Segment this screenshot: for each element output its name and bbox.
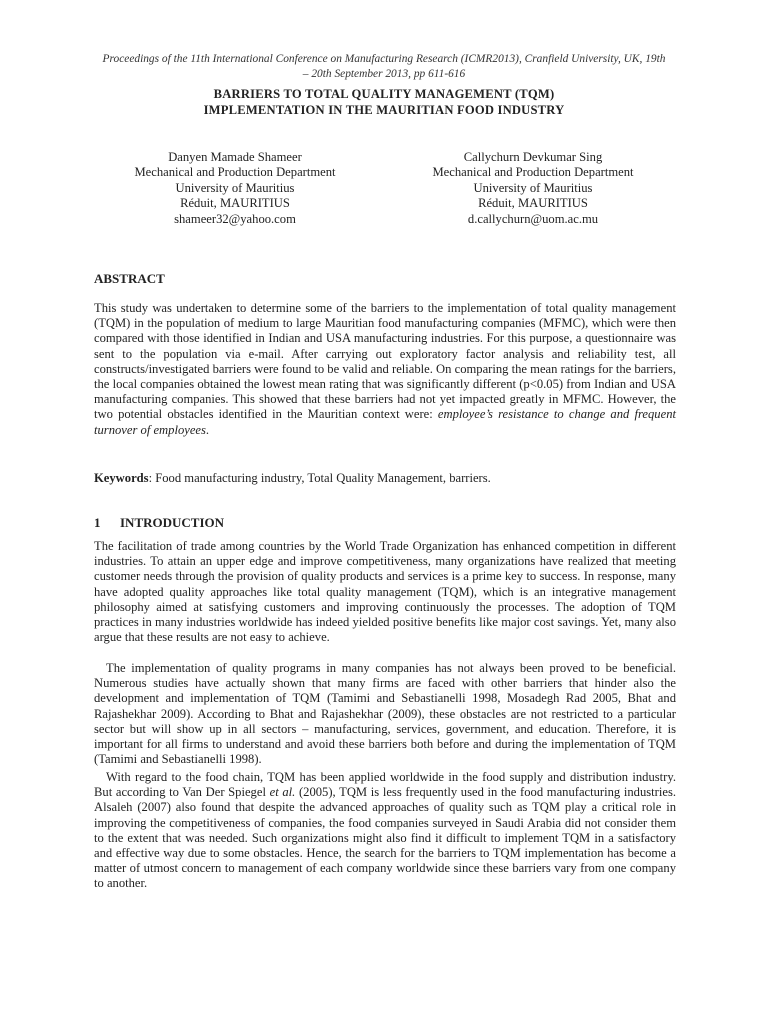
abstract-text: This study was undertaken to determine some of the barriers to the implementation of total quality management (TQM) in the population of medium to large Mauritian food manufacturing companies (MFMC), which were then compared with those identified in Indian and USA manufacturing industries. For this purpose, a questionnaire was sent to the population via e-mail. After carrying out exploratory factor analysis and reliability test, all constructs/investigated barriers were found to be valid and reliable. On comparing the mean ratings for the barriers, the local companies obtained the lowest mean rating that was significantly different (p<0.05) from Indian and USA manufacturing companies. This showed that these barriers had not yet impacted greatly in MFMC. However, the two potential obstacles identified in the Mauritian context were: xyxy=(94,301,676,422)
title-line-2: IMPLEMENTATION IN THE MAURITIAN FOOD INDUSTRY xyxy=(203,103,565,117)
section-title: INTRODUCTION xyxy=(120,515,225,530)
author-department: Mechanical and Production Department xyxy=(432,165,634,180)
author-university: University of Mauritius xyxy=(473,180,593,195)
keywords-label: Keywords xyxy=(94,471,149,485)
intro-paragraph-2: The implementation of quality programs in many companies has not always been proved to be beneficial. Numerous studies have actually shown that many firms are faced with other barriers that hinder also the development and implementation of TQM (Tamimi and Sebastianelli 1998, Mosadegh Rad 2005, Bhat and Rajashekhar 2009). According to Bhat and Rajashekhar (2009), these obstacles are not restricted to a particular sector but will show up in all sectors – manufacturing, services, government, and education. Therefore, it is important for all firms to understand and avoid these barriers both before and during the implementation of TQM (Tamimi and Sebastianelli 1998). xyxy=(94,661,676,767)
abstract-italic-text: employee’s resistance to change and frequent turnover of employees xyxy=(94,407,676,437)
proceedings-header: Proceedings of the 11th International Conference on Manufacturing Research (ICMR2013), Cranfield University, UK, 19th – 20th September 2013, pp 611-616 xyxy=(102,53,666,80)
section-heading-introduction xyxy=(94,515,224,531)
intro-paragraph-1: The facilitation of trade among countries by the World Trade Organization has enhanced competition in different industries. To attain an upper edge and improve competitiveness, many organizations have realized that meeting customer needs through the provision of quality products and services is a prime key to success. In response, many have adopted quality approaches like total quality management (TQM), which is an integrative management philosophy aimed at satisfying customers and improving continuously the processes. The adoption of TQM practices in many industries worldwide has indeed yielded positive benefits like major cost savings. Yet, many also argue that these results are not easy to achieve. xyxy=(94,539,676,645)
author-email: d.callychurn@uom.ac.mu xyxy=(467,211,599,226)
title-line-1: BARRIERS TO TOTAL QUALITY MANAGEMENT (TQM) xyxy=(213,87,555,101)
abstract-end: . xyxy=(205,422,210,437)
author-block-2 xyxy=(383,150,683,227)
keywords-text: : Food manufacturing industry, Total Quality Management, barriers. xyxy=(148,471,491,485)
intro-paragraph-3 xyxy=(94,770,676,892)
author-name: Callychurn Devkumar Sing xyxy=(463,150,603,164)
intro-p3-text-a: With regard to the food chain, TQM has been applied worldwide in the food supply and distribution industry. But according to Van Der Spiegel xyxy=(94,770,676,800)
author-department: Mechanical and Production Department xyxy=(134,165,336,180)
author-email: shameer32@yahoo.com xyxy=(174,211,296,226)
abstract-paragraph xyxy=(94,301,676,438)
author-location: Réduit, MAURITIUS xyxy=(478,196,588,211)
author-location: Réduit, MAURITIUS xyxy=(180,196,290,211)
section-number: 1 xyxy=(94,515,101,530)
author-name: Danyen Mamade Shameer xyxy=(168,150,302,164)
paper-title xyxy=(90,86,678,118)
keywords-line xyxy=(94,471,676,486)
author-university: University of Mauritius xyxy=(175,180,295,195)
intro-p3-text-b: (2005), TQM is less frequently used in the food manufacturing industries. Alsaleh (2007) also found that despite the advanced approaches of quality such as TQM play a critical role in improving the competitiveness of companies, the food companies surveyed in Saudi Arabia did not consider them to the extent that was needed. Such organizations might also find it difficult to implement TQM in a satisfactory and effective way due to some obstacles. Hence, the search for the barriers to TQM implementation has become a matter of utmost concern to management of each company worldwide since these barriers vary from one company to another. xyxy=(94,785,676,891)
intro-p3-italic: et al. xyxy=(269,785,296,800)
abstract-heading: ABSTRACT xyxy=(94,271,165,286)
author-block-1 xyxy=(85,150,385,227)
